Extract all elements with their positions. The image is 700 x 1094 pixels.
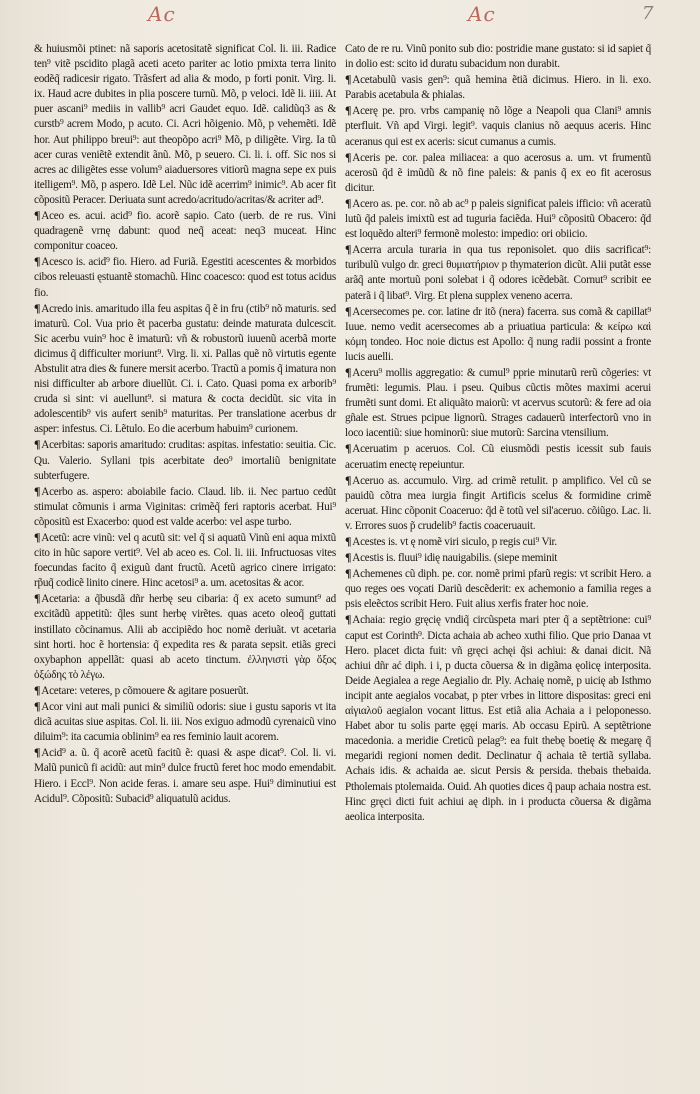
- dictionary-entry: [345, 103, 651, 149]
- entry-text: Achemenes cũ diph. pe. cor. nomẽ primi pfarũ regis: vt scribit Hero. a quo reges oes vo̧cati Dariũ descẽderit: ex achemonio a familia reges a psis eleẽctos scribit Hero. Fuit alius xerfis frater hoc noie.: [345, 568, 651, 611]
- entry-text: Acid⁹ a. ũ. q̃ acorẽ acetũ facitũ ẽ: quasi & aspe dicat⁹. Col. li. vi. Malũ punicũ fi acidũ: aut min⁹ dulce fructũ feret hoc modo emendabit. Hiero. i Eccl⁹. Non acide feras. i. amare seu aspe. Hui⁹ diminutiui est Acidul⁹. Cõpositũ: Subacid⁹ aliquatulũ acidus.: [34, 747, 336, 805]
- pilcrow-mark: ¶: [345, 149, 352, 164]
- folio-number: 7: [642, 3, 655, 24]
- pilcrow-mark: ¶: [345, 441, 352, 456]
- entry-text: Acersecomes pe. cor. latine dr itõ (nera) facerra. sus comã & capillat⁹ Iuue. nemo vedit acersecomes ab a priuatiua particula: & κείρω καὶ κόμη tondeo. Hoc noie dictus est Apollo: q̃ nung radii possint a fronte lucis auelli.: [345, 305, 651, 363]
- entry-text: Acesco is. acid⁹ fio. Hiero. ad Furiã. Egestiti acescentes & morbidos cibos releuasti ęstuantẽ stomachũ. Hinc coacesco: quod est totus acidus fio.: [34, 256, 336, 299]
- pilcrow-mark: ¶: [34, 208, 41, 223]
- dictionary-entry: [34, 42, 336, 208]
- dictionary-entry: [345, 550, 651, 566]
- pilcrow-mark: ¶: [34, 300, 41, 315]
- dictionary-entry: [345, 196, 651, 242]
- dictionary-entry: [345, 566, 651, 612]
- pilcrow-mark: ¶: [34, 699, 41, 714]
- entry-text: Acetabulũ vasis gen⁹: quã hemina ẽtiã dicimus. Hiero. in li. exo. Parabis acetabula & phialas.: [345, 74, 651, 102]
- pilcrow-mark: ¶: [345, 72, 352, 87]
- pilcrow-mark: ¶: [345, 612, 352, 627]
- left-text-column: [34, 42, 336, 807]
- pilcrow-mark: ¶: [345, 566, 352, 581]
- entry-text: & huiusmõi ptinet: nã saporis acetositatẽ significat Col. li. iii. Radice ten⁹ vitẽ pscidito plagã aceti aceto pariter ac lotio pmixta terra linito eodẽq̃ radicesir rigato. Trãsfert ad alia & modo, p forti ponit. Virg. li. ix. Haud acre dubites in plia poscere turnũ. Mõ, p veloci. Idẽ li. iiii. At puer ascani⁹ mediis in vallib⁹ acri Gaudet equo. Idẽ. calidũq3 as & curstb⁹ acrem Modo, p acuto. Ci. Acri hõigenio. Mõ, p vehemẽti. Idẽ hor. Aut philippo breui⁹: aut theopõpo acri⁹ Mõ, p diligẽte. Virg. Ia tũ acer curas veniẽtẽ extendit ãnũ. Mõ, p seuero. Ci. li. i. off. Sic nos si acres ac diligẽtes esse volum⁹ aiaduersores vitiorũ magna sepe ex puis itelligem⁹. Mõ, p aspero. Idẽ Lel. Nũc idẽ acerrim⁹ inimic⁹. Ab acer fit cõpositũ Peracer. Deriuata sunt acredo/acritudo/acritas/& acriter ad⁹.: [34, 43, 336, 206]
- pilcrow-mark: ¶: [345, 242, 352, 257]
- pilcrow-mark: ¶: [34, 483, 41, 498]
- dictionary-entry: [345, 72, 651, 103]
- pilcrow-mark: ¶: [345, 303, 352, 318]
- dictionary-entry: [34, 208, 336, 254]
- entry-text: Acetũ: acre vinũ: vel q acutũ sit: vel q̃ si aquatũ Vinũ eni aqua mixtũ cito in hũc sapore vertit⁹. Vel ab aceo es. Col. li. iii. Infructuosas vites foecundas facito q̃ exiguũ dant fructũ. Acetũ agrico cinere irrigato: rp̃uq̃ codicẽ linito cinere. Hinc acetosi⁹ a. um. acetositas & acor.: [34, 532, 336, 590]
- entry-text: Aceris pe. cor. palea miliacea: a quo acerosus a. um. vt frumentũ acerosũ q̃d ẽ imũdũ & nõ fine paleis: & panis q̃ ex eo fit acerosus dicitur.: [345, 151, 651, 194]
- dictionary-entry: [34, 530, 336, 591]
- dictionary-entry: [34, 301, 336, 438]
- dictionary-entry: [345, 534, 651, 550]
- entry-text: Acredo inis. amaritudo illa feu aspitas q̃ ẽ in fru (ctib⁹ nõ maturis. sed imaturũ. Col. Vua prio ẽt pacerba gustatu: deinde maturata dulcescit. Sic acerbu vuin⁹ hoc ẽ imaturũ: vñ & robustorũ iuuenũ acerbã morte dicimus q̃ difficulter moriunt⁹. Virg. li. xi. Pallas quẽ nõ virtutis egente Abstulit atra dies & funere mersit acerbo. Tractũ a pomis q̃ imatura non nisi difficulter ab arbore diuellũt. Ci. i. Cato. Quasi poma ex arborib⁹ cruda si sint: vi auellunt⁹. si matura & cocta decidũt. sic vita in adolescentib⁹ vis aufert senib⁹ maturitas. Per translatione acerbus dr asper: infestus. Ci. Lẽtulo. Eo die acerbum habuim⁹ curionem.: [34, 302, 336, 436]
- entry-text: Acetare: veteres, p cõmouere & agitare posuerũt.: [41, 684, 249, 697]
- dictionary-entry: [345, 473, 651, 534]
- dictionary-entry: [345, 304, 651, 365]
- entry-text: Acor vini aut mali punici & similiũ odoris: siue i gustu saporis vt ita dicã acuitas siue aspitas. Col. li. iii. Nos exiguo admodũ cyrenaicũ vino diluim⁹: ita cacumia oblinim⁹ ea res feminio lauit acorem.: [34, 701, 336, 744]
- pilcrow-mark: ¶: [34, 437, 41, 452]
- dictionary-entry: [345, 150, 651, 196]
- pilcrow-mark: ¶: [34, 591, 41, 606]
- entry-text: Achaia: regio gręcię vndiq̃ circũspeta mari pter q̃ a septẽtrione: cui⁹ caput est Corinth⁹. Dicta achaia ab acheo xuthi filio. Que prio Danaa vt Hero. placet dicta fuit: vñ gręci achęi q̃si achiui: & danai dicit. Nã achiui dñr ać diph. i i, p ducta cõuersa & in digãma ęolicę interposita. Deide Aegialea a rege Aegialio dr. Ply. Achaię nomẽ, p uicię ab Isthmo incipit ante aegialos vocabat, p pter vrbes in littore dispositas: greci eni αἰγιαλοῦ aegialon vocant littus. Est etiã alia Achaia a i peloponesso. Habet abor tu solis parte ęgęi maris. Ab occasu Epirũ. A septẽtrione macedonia. a meridie Creticũ pelag⁹: ea fuit thebę boetię & megarę q̃ megaridi regioni nomen dedit. Declinatur q̃ achaia tẽ tertiã syllaba. Achais idis. & achaida ae. sicut Persis & persida. thebais thebaida. Ptholemais ptolemaida. Ouid. Ah quoties dices q̃ paup achaia nostra est. Hinc gręci dicti fuit achiui aę diph. in i producta cõuersa & digãma aeolica interposita.: [345, 614, 651, 823]
- pilcrow-mark: ¶: [34, 682, 41, 697]
- entry-text: Acerę pe. pro. vrbs campanię nõ lõge a Neapoli qua Clani⁹ amnis pterfluit. Vñ apd Virgi. legit⁹. vaquis clanius nõ aequus aceris. Hinc aceranus qui est ex aceris: sicut cumanus a cumis.: [345, 105, 651, 148]
- dictionary-entry: [34, 437, 336, 483]
- entry-text: Cato de re ru. Vinũ ponito sub dio: postridie mane gustato: si id sapiet q̃ in dolio est: scito id duratu subacidum non durabit.: [345, 43, 651, 71]
- pilcrow-mark: ¶: [34, 254, 41, 269]
- pilcrow-mark: ¶: [345, 195, 352, 210]
- entry-text: Acerbitas: saporis amaritudo: cruditas: aspitas. infestatio: seuitia. Cic. Qu. Valerio. Syllani tpis acerbitate deo⁹ imortaliũ benignitate subterfugere.: [34, 439, 336, 482]
- pilcrow-mark: ¶: [34, 745, 41, 760]
- entry-text: Acerbo as. aspero: aboiabile facio. Claud. lib. ii. Nec partuo cedũt stimulat cõmunis i arma Viginitas: crimẽq̃ feri raptoris acerbat. Hui⁹ cõpositũ est Exacerbo: quod est valde acerbo: vel aspe turbo.: [34, 485, 336, 528]
- dictionary-entry: [34, 591, 336, 683]
- marginal-note-left: Ac: [148, 2, 176, 26]
- dictionary-entry: [34, 683, 336, 699]
- marginal-note-right: Ac: [468, 2, 496, 26]
- right-text-column: [345, 42, 651, 825]
- entry-text: Aceruatim p aceruos. Col. Cũ eiusmõdi pestis icessit sub fauis aceruatim enectę repeiuntur.: [345, 443, 651, 471]
- entry-text: Acerra arcula turaria in qua tus reponisolet. quo diis sacrificat⁹: turibulũ vulgo dr. greci θυμιατήριον p thymaterion dicũt. Alii putãt esse arãq̃ ante mortuũ poni solebat i q̃ odores icẽdebãt. Cornut⁹ scribit ee paterã i q̃ libat⁹. Virg. Et plena supplex veneno acerra.: [345, 244, 651, 302]
- dictionary-entry: [34, 745, 336, 806]
- dictionary-entry: [345, 242, 651, 303]
- dictionary-entry: [345, 441, 651, 472]
- pilcrow-mark: ¶: [345, 550, 352, 565]
- entry-text: Aceo es. acui. acid⁹ fio. acorẽ sapio. Cato (uerb. de re rus. Vini quadragenẽ vrnę dabunt: quod neq̃ aceat: neq3 muceat. Hinc componitur coaceo.: [34, 210, 336, 253]
- pilcrow-mark: ¶: [345, 534, 352, 548]
- dictionary-entry: [34, 484, 336, 530]
- dictionary-entry: [34, 699, 336, 745]
- dictionary-entry: [345, 42, 651, 72]
- entry-text: Acestes is. vt ę nomẽ viri siculo, p regis cui⁹ Vir.: [352, 536, 557, 548]
- dictionary-entry: [345, 612, 651, 824]
- entry-text: Acetaria: a q̃busdã dñr herbę seu cibaria: q̃ ex aceto sumunt⁹ ad excitãdũ appetitũ: q̃les sunt herbę virẽtes. quas aceto oleoq̃ guttati instillato cõcinamus. Alii ab accipiẽdo hoc nomẽ deriuãt. vt acetaria sint horti. hoc ẽ hortensia: q̃ expedita res & parata sepsit. etiãs greci oxybaphon appellãt: quasi ab aceto tinctum. ἐλληνιστὶ γὰρ ὄξος ὀξώδης τὸ λέγω.: [34, 593, 336, 681]
- pilcrow-mark: ¶: [345, 364, 352, 379]
- entry-text: Aceruo as. accumulo. Virg. ad crimẽ retulit. p amplifico. Vel cũ se pauidũ cõtra mea iurgia fingit Artificis scelus & formidine crimẽ aceruat. Hinc cõponit Coaceruo: q̃d ẽ totũ vel sil'aceruo. cõiũgo. Lac. li. v. Errores suos p̃ crudelib⁹ factis coaceruauit.: [345, 474, 651, 532]
- entry-text: Acestis is. fluui⁹ idię nauigabilis. (siepe meminit: [352, 552, 558, 565]
- dictionary-entry: [34, 254, 336, 300]
- pilcrow-mark: ¶: [34, 530, 41, 544]
- entry-text: Aceru⁹ mollis aggregatio: & cumul⁹ pprie minutarũ rerũ cõgeries: vt frumẽti: legumis. Plau. i pseu. Quibus cũctis mõtes maximi acerui frumẽti sunt domi. Et aliquãto maiorũ: vt acervus scutorũ: & fere ad oia gñale est. Strues pcipue lignorũ. Strages cadauerũ interfectorũ vno in loco iacentiũ: siue hominorũ: siue mutorũ: Sarcina vtensilium.: [345, 366, 651, 440]
- pilcrow-mark: ¶: [345, 103, 352, 118]
- dictionary-entry: [345, 365, 651, 441]
- pilcrow-mark: ¶: [345, 472, 352, 487]
- entry-text: Acero as. pe. cor. nõ ab ac⁹ p paleis significat paleis ifficio: vñ aceratũ lutũ q̃d paleis imixtũ est ad tuguria faciẽda. Hui⁹ cõpositũ Obacero: q̃d est loquẽdo alteri⁹ fermonẽ molesto: impedio: ori obiicio.: [345, 197, 651, 241]
